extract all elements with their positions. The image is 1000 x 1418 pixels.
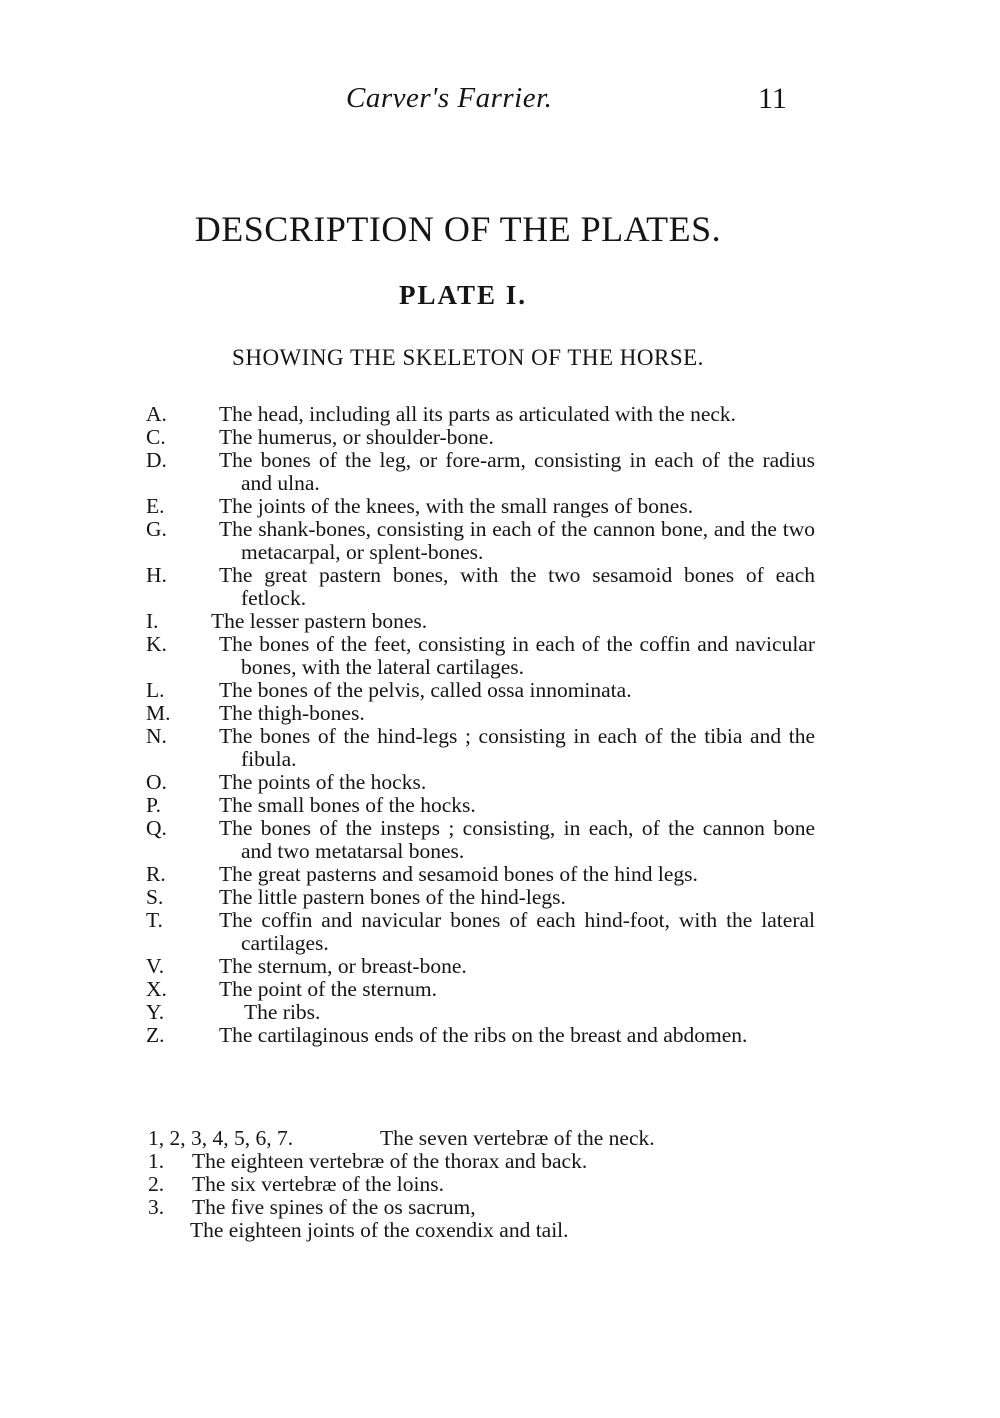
legend-text: The points of the hocks. — [219, 770, 427, 794]
legend-entry — [0, 426, 1000, 449]
legend-entry — [0, 817, 1000, 863]
legend-entry — [0, 610, 1000, 633]
legend-text: The great pasterns and sesamoid bones of the hind legs. — [219, 862, 698, 886]
vertebrae-legend — [0, 1127, 1000, 1242]
legend-key: Z. — [146, 1023, 165, 1047]
legend-entry — [0, 1001, 1000, 1024]
legend-key: P. — [146, 793, 161, 817]
legend-text: The thigh-bones. — [219, 701, 365, 725]
legend-entry — [0, 495, 1000, 518]
vertebrae-text: The seven vertebræ of the neck. — [380, 1126, 655, 1150]
vertebrae-entry — [0, 1196, 1000, 1219]
vertebrae-key: 1. — [148, 1149, 165, 1173]
vertebrae-entry — [0, 1127, 1000, 1150]
legend-text: The little pastern bones of the hind-legs. — [219, 885, 566, 909]
legend-text: The head, including all its parts as articulated with the neck. — [219, 402, 737, 426]
legend-entry — [0, 886, 1000, 909]
legend-text: The bones of the feet, consisting in each of the coffin and navicular bones, with the lateral cartilages. — [219, 632, 815, 679]
legend-text: The point of the sternum. — [219, 977, 437, 1001]
legend-key: X. — [146, 977, 167, 1001]
vertebrae-entry — [0, 1173, 1000, 1196]
legend-entry — [0, 771, 1000, 794]
legend-entry — [0, 909, 1000, 955]
legend-text: The cartilaginous ends of the ribs on the breast and abdomen. — [219, 1023, 748, 1047]
legend-key: R. — [146, 862, 166, 886]
legend-text: The bones of the leg, or fore-arm, consisting in each of the radius and ulna. — [219, 448, 815, 495]
legend-entry — [0, 978, 1000, 1001]
legend-entry — [0, 1024, 1000, 1047]
vertebrae-key: 1, 2, 3, 4, 5, 6, 7. — [148, 1126, 294, 1150]
legend-key: S. — [146, 885, 164, 909]
legend-entry — [0, 564, 1000, 610]
legend-key: C. — [146, 425, 166, 449]
legend-key: Y. — [146, 1000, 165, 1024]
legend-key: O. — [146, 770, 167, 794]
legend-key: M. — [146, 701, 171, 725]
plate-legend — [0, 403, 1000, 1047]
page-title: DESCRIPTION OF THE PLATES. — [194, 209, 722, 249]
legend-key: N. — [146, 724, 167, 748]
vertebrae-text: The eighteen joints of the coxendix and tail. — [190, 1218, 569, 1242]
legend-key: E. — [146, 494, 165, 518]
legend-entry — [0, 863, 1000, 886]
legend-text: The bones of the hind-legs ; consisting in each of the tibia and the fibula. — [219, 724, 815, 771]
vertebrae-key: 2. — [148, 1172, 165, 1196]
legend-entry — [0, 633, 1000, 679]
legend-entry — [0, 702, 1000, 725]
legend-entry — [0, 955, 1000, 978]
vertebrae-entry — [0, 1219, 1000, 1242]
legend-key: G. — [146, 517, 167, 541]
legend-key: L. — [146, 678, 165, 702]
legend-text: The humerus, or shoulder-bone. — [219, 425, 494, 449]
legend-text: The great pastern bones, with the two sesamoid bones of each fetlock. — [219, 563, 815, 610]
legend-entry — [0, 725, 1000, 771]
legend-entry — [0, 679, 1000, 702]
legend-key: I. — [146, 609, 159, 633]
running-title: Carver's Farrier. — [346, 82, 553, 114]
running-head — [0, 82, 1000, 122]
legend-key: A. — [146, 402, 167, 426]
legend-entry — [0, 518, 1000, 564]
vertebrae-entry — [0, 1150, 1000, 1173]
plate-subtitle: SHOWING THE SKELETON OF THE HORSE. — [232, 345, 704, 370]
legend-text: The sternum, or breast-bone. — [219, 954, 467, 978]
vertebrae-key: 3. — [148, 1195, 165, 1219]
legend-key: K. — [146, 632, 167, 656]
vertebrae-text: The five spines of the os sacrum, — [192, 1195, 476, 1219]
legend-text: The bones of the insteps ; consisting, in each, of the cannon bone and two metatarsal bones. — [219, 816, 815, 863]
plate-title: PLATE I. — [398, 280, 528, 310]
legend-key: H. — [146, 563, 167, 587]
vertebrae-text: The eighteen vertebræ of the thorax and back. — [192, 1149, 588, 1173]
legend-text: The ribs. — [244, 1000, 321, 1024]
legend-entry — [0, 794, 1000, 817]
legend-key: D. — [146, 448, 167, 472]
legend-text: The shank-bones, consisting in each of the cannon bone, and the two metacarpal, or splent-bones. — [219, 517, 815, 564]
legend-key: Q. — [146, 816, 167, 840]
legend-text: The joints of the knees, with the small ranges of bones. — [219, 494, 694, 518]
legend-text: The small bones of the hocks. — [219, 793, 476, 817]
legend-entry — [0, 449, 1000, 495]
page-number: 11 — [758, 82, 787, 115]
legend-entry — [0, 403, 1000, 426]
legend-key: T. — [146, 908, 163, 932]
legend-text: The lesser pastern bones. — [211, 609, 428, 633]
legend-text: The bones of the pelvis, called ossa innominata. — [219, 678, 632, 702]
legend-text: The coffin and navicular bones of each hind-foot, with the lateral cartilages. — [219, 908, 815, 955]
vertebrae-text: The six vertebræ of the loins. — [192, 1172, 444, 1196]
legend-key: V. — [146, 954, 165, 978]
